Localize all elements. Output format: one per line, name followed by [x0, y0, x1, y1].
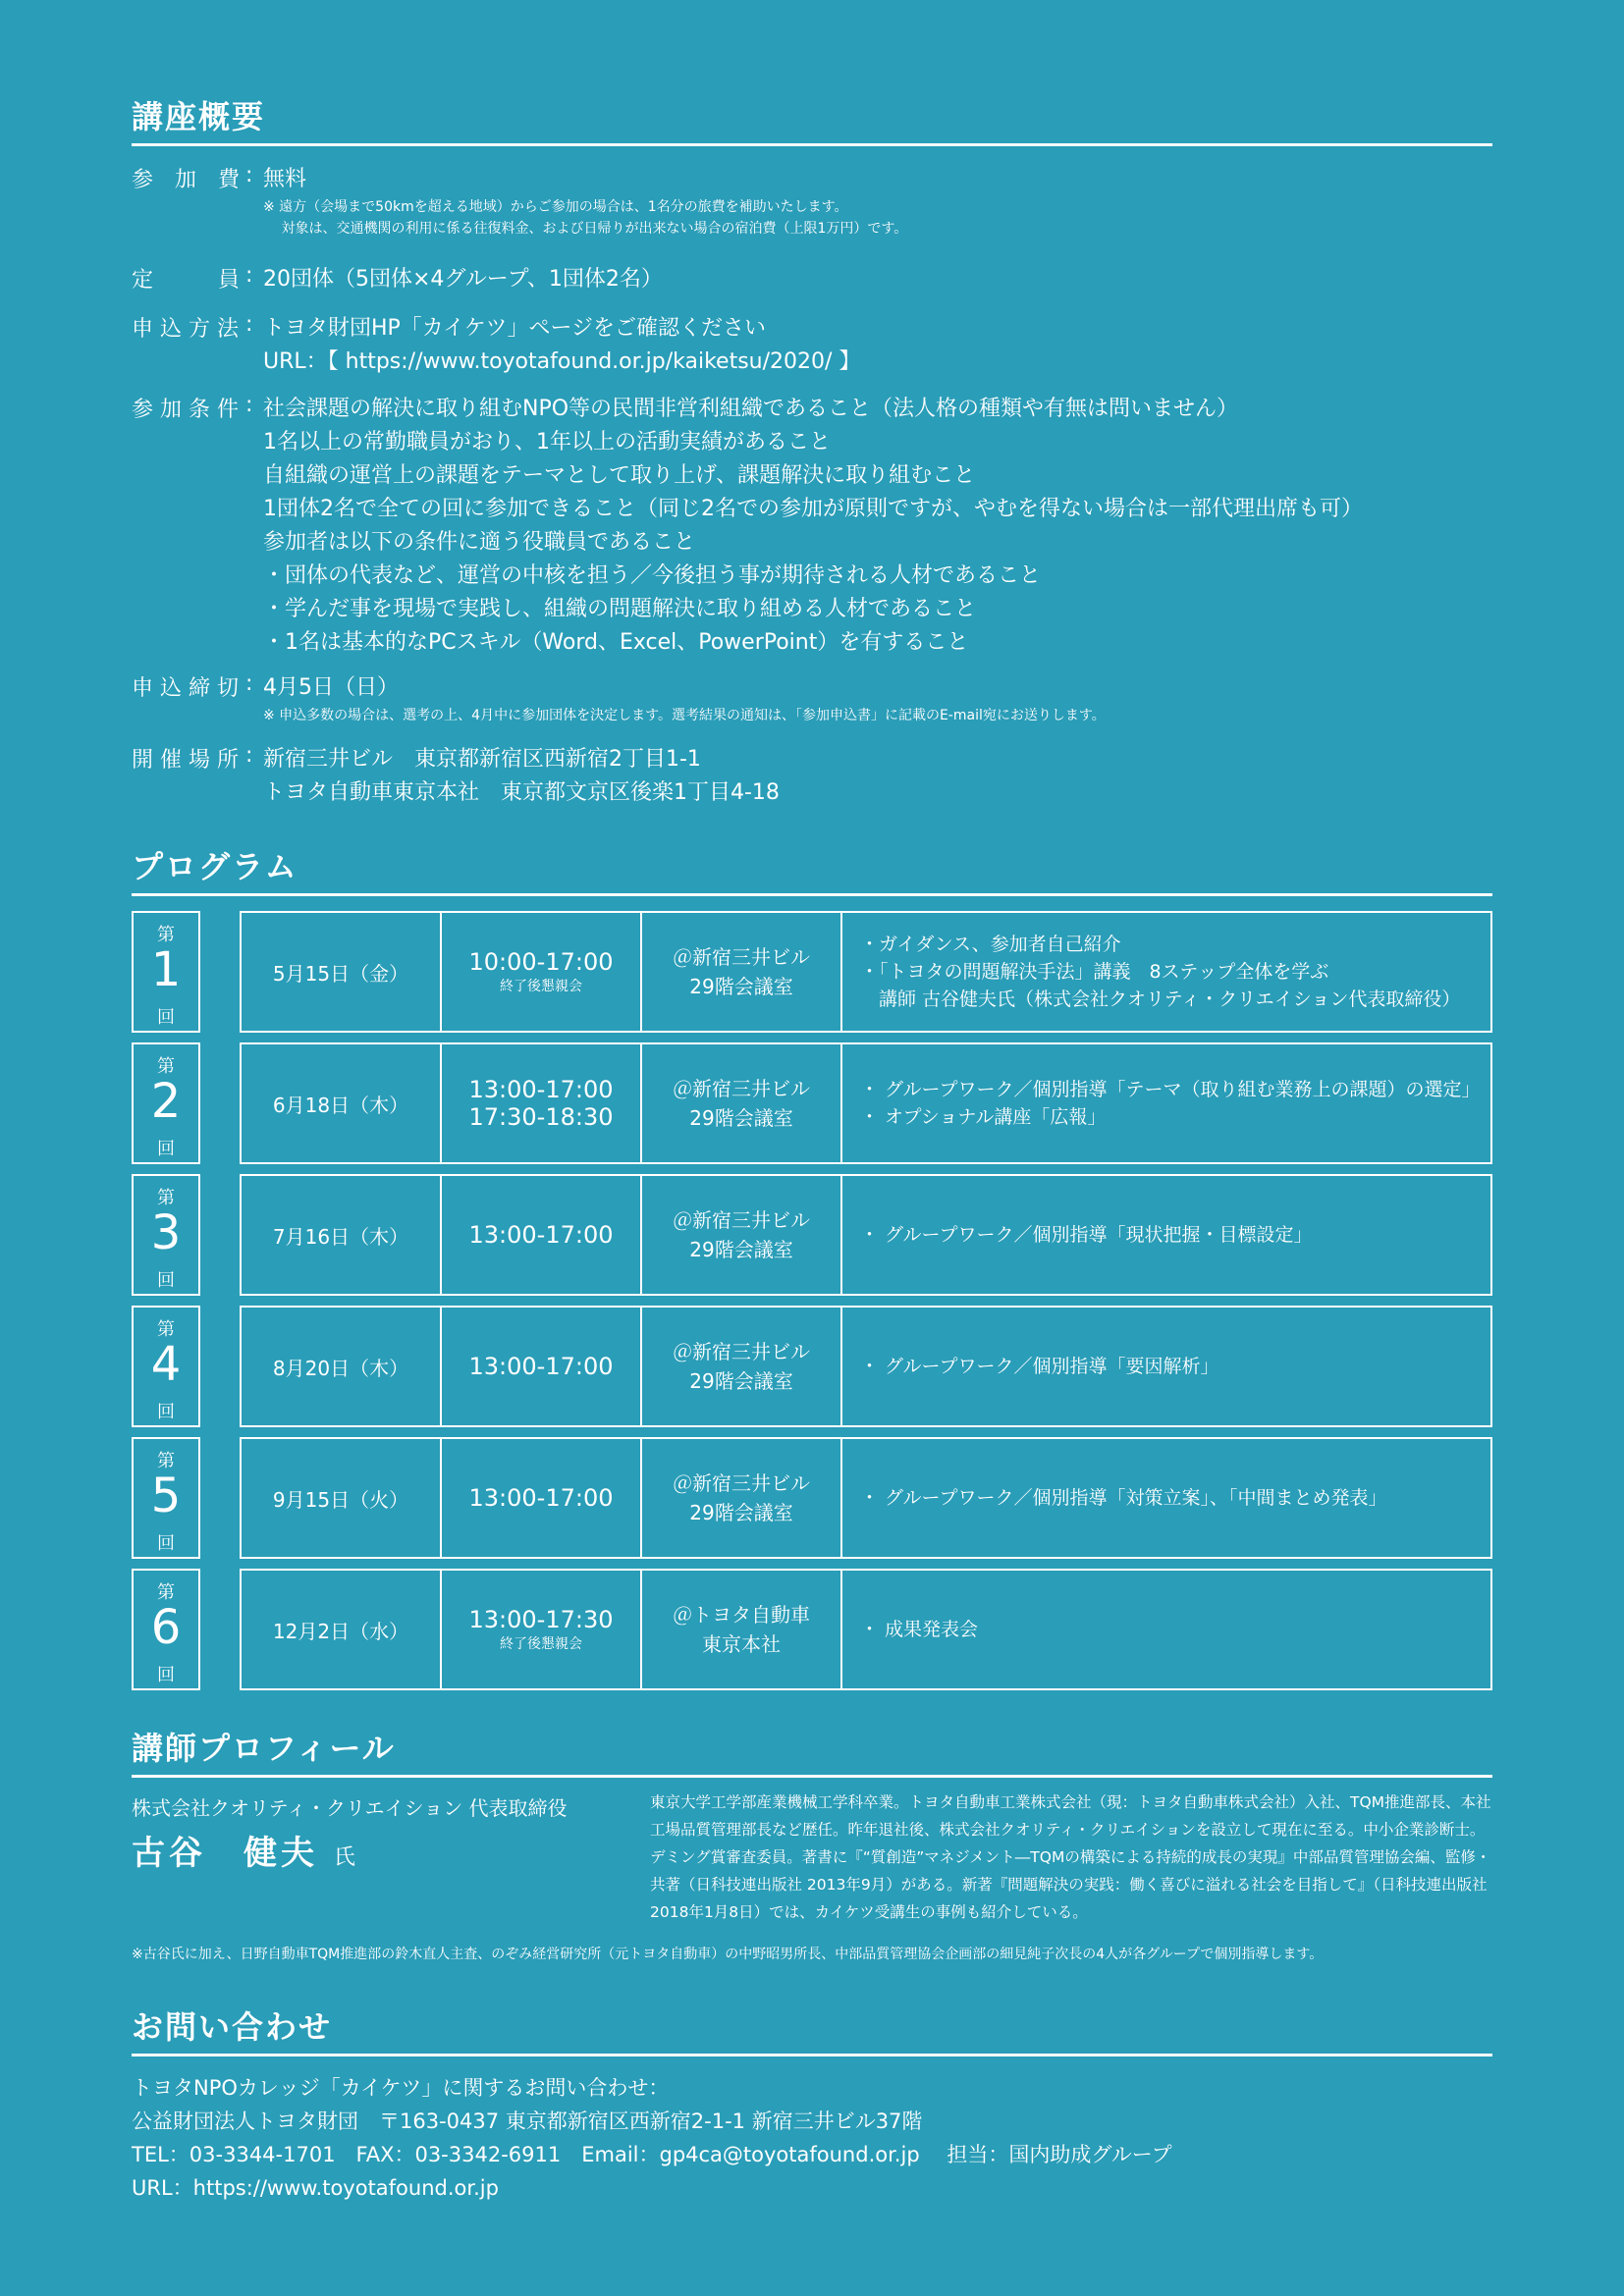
session-desc [842, 913, 1489, 1031]
deadline-note: ※ 申込多数の場合は、選考の上、4月中に参加団体を決定します。選考結果の通知は、「参加申込書」に記載のE-mail宛にお送りします。 [263, 708, 1106, 723]
session-row [132, 1306, 1492, 1427]
contact-title: お問い合わせ [132, 2002, 1492, 2056]
session-number-box [132, 1437, 200, 1559]
session-desc [842, 1308, 1489, 1425]
session-time-range: 13:00-17:30 [468, 1606, 614, 1633]
dai-label: 第 [157, 925, 175, 945]
capacity-label: 定 員 [132, 268, 241, 293]
lecturer-role: 株式会社クオリティ・クリエイション 代表取締役 [132, 1796, 568, 1820]
session-place [642, 1571, 842, 1688]
session-cells [240, 1437, 1492, 1559]
session-time-range: 13:00-17:00 [468, 1221, 614, 1249]
session-time-range: 17:30-18:30 [468, 1103, 614, 1131]
colon: : [245, 671, 253, 696]
condition-line: 自組織の運営上の課題をテーマとして取り上げ、課題解決に取り組むこと [263, 463, 976, 488]
session-number: 6 [150, 1600, 182, 1655]
session-time [442, 1571, 642, 1688]
session-number: 4 [150, 1337, 182, 1392]
session-number-box [132, 1042, 200, 1164]
session-desc-line: ・ガイダンス、参加者自己紹介 [860, 934, 1121, 955]
session-desc [842, 1044, 1489, 1162]
condition-line: 社会課題の解決に取り組むNPO等の民間非営利組織であること（法人格の種類や有無は問いません） [263, 397, 1239, 421]
session-place [642, 1308, 842, 1425]
session-time [442, 1439, 642, 1557]
kai-label: 回 [157, 1533, 175, 1554]
session-date: 6月18日（木） [242, 1044, 442, 1162]
apply-method-line-1: トヨタ財団HP「カイケツ」ページをご確認ください [263, 316, 767, 341]
session-cells [240, 1569, 1492, 1690]
contact-url-link[interactable]: URL：https://www.toyotafound.or.jp [132, 2176, 499, 2200]
lecturer-honorific: 氏 [333, 1845, 359, 1870]
apply-method-label: 申 込 方 法 [132, 317, 239, 342]
session-desc [842, 1571, 1489, 1688]
outline-title: 講座概要 [132, 92, 1492, 146]
dai-label: 第 [157, 1319, 175, 1340]
session-date: 5月15日（金） [242, 913, 442, 1031]
session-desc [842, 1439, 1489, 1557]
session-desc-line: ・ グループワーク／個別指導「要因解析」 [860, 1356, 1219, 1377]
condition-line: ・1名は基本的なPCスキル（Word、Excel、PowerPoint）を有すること [263, 630, 969, 655]
session-desc-line: ・ グループワーク／個別指導「現状把握・目標設定」 [860, 1224, 1313, 1246]
session-place [642, 1439, 842, 1557]
session-row [132, 1042, 1492, 1164]
fee-note-2: 対象は、交通機関の利用に係る往復料金、および日帰りが出来ない場合の宿泊費（上限1万円）です。 [263, 221, 908, 237]
session-place-line: ＠新宿三井ビル [673, 1471, 810, 1495]
session-desc-line: ・ 成果発表会 [860, 1619, 979, 1640]
session-time-range: 13:00-17:00 [468, 1484, 614, 1512]
session-desc-line: ・ グループワーク／個別指導「対策立案」、「中間まとめ発表」 [860, 1487, 1387, 1509]
session-time [442, 1308, 642, 1425]
colon: : [245, 743, 253, 768]
condition-line: 1団体2名で全ての回に参加できること（同じ2名での参加が原則ですが、やむを得ない場合は一部代理出席も可） [263, 497, 1363, 521]
session-desc-line: ・「トヨタの問題解決手法」講義 8ステップ全体を学ぶ [860, 961, 1329, 983]
venue-label: 開 催 場 所 [132, 748, 239, 773]
session-row [132, 911, 1492, 1033]
session-time-range: 13:00-17:00 [468, 1353, 614, 1380]
session-number: 3 [150, 1205, 182, 1260]
session-date: 9月15日（火） [242, 1439, 442, 1557]
condition-line: ・団体の代表など、運営の中核を担う／今後担う事が期待される人材であること [263, 563, 1042, 588]
session-time [442, 1176, 642, 1294]
session-number-box [132, 1569, 200, 1690]
condition-line: 1名以上の常勤職員がおり、1年以上の活動実績があること [263, 430, 831, 454]
session-time [442, 913, 642, 1031]
session-time-range: 10:00-17:00 [468, 948, 614, 976]
lecturer-name: 古谷 健夫 [132, 1834, 318, 1873]
session-desc-line: ・ グループワーク／個別指導「テーマ（取り組む業務上の課題）の選定」 [860, 1079, 1481, 1100]
session-cells [240, 1306, 1492, 1427]
session-cells [240, 1042, 1492, 1164]
fee-value: 無料 [263, 167, 307, 191]
session-place-line: 29階会議室 [689, 975, 793, 998]
dai-label: 第 [157, 1451, 175, 1471]
kai-label: 回 [157, 1139, 175, 1159]
capacity-value: 20団体（5団体×4グループ、1団体2名） [263, 267, 663, 292]
session-place-line: 東京本社 [702, 1632, 781, 1656]
session-time-sub: 終了後懇親会 [500, 1636, 582, 1652]
colon: : [245, 263, 253, 288]
lecturer-bio: 東京大学工学部産業機械工学科卒業。トヨタ自動車工業株式会社（現：トヨタ自動車株式会社）入社、TQM推進部長、本社工場品質管理部長など歴任。昨年退社後、株式会社クオリティ・クリエイションを設立して現在に至る。中小企業診断士。デミング賞審査委員。著書に『“質創造”マネジメント―TQMの構築による持続的成長の実現』中部品質管理協会編、監修・共著（日科技連出版社 2013年9月）がある。新著『問題解決の実践：働く喜びに溢れる社会を目指して』（日科技連出版社 2018年1月8日）では、カイケツ受講生の事例も紹介している。 [650, 1793, 1491, 1921]
kai-label: 回 [157, 1270, 175, 1291]
session-date: 7月16日（木） [242, 1176, 442, 1294]
session-number: 2 [150, 1074, 182, 1129]
session-place-line: ＠新宿三井ビル [673, 1340, 810, 1363]
program-title: プログラム [132, 842, 1492, 896]
session-place-line: ＠新宿三井ビル [673, 1208, 810, 1232]
session-number-box [132, 1174, 200, 1296]
session-place [642, 913, 842, 1031]
session-number: 1 [150, 942, 182, 997]
dai-label: 第 [157, 1188, 175, 1208]
session-desc [842, 1176, 1489, 1294]
colon: : [245, 312, 253, 337]
contact-line: トヨタNPOカレッジ「カイケツ」に関するお問い合わせ： [132, 2076, 670, 2100]
session-date: 12月2日（水） [242, 1571, 442, 1688]
session-cells [240, 1174, 1492, 1296]
dai-label: 第 [157, 1056, 175, 1077]
session-time [442, 1044, 642, 1162]
conditions-label: 参 加 条 件 [132, 398, 239, 422]
session-date: 8月20日（木） [242, 1308, 442, 1425]
venue-line-1: 新宿三井ビル 東京都新宿区西新宿2丁目1-1 [263, 747, 701, 772]
session-place-line: 29階会議室 [689, 1501, 793, 1524]
colon: : [245, 163, 253, 187]
session-cells [240, 911, 1492, 1033]
kai-label: 回 [157, 1402, 175, 1422]
deadline-label: 申 込 締 切 [132, 676, 239, 701]
dai-label: 第 [157, 1582, 175, 1603]
session-row [132, 1174, 1492, 1296]
session-place [642, 1176, 842, 1294]
contact-phone-email[interactable]: TEL：03-3344-1701 FAX：03-3342-6911 Email：gp4ca@toyotafound.or.jp 担当：国内助成グループ [132, 2143, 1172, 2166]
contact-address: 公益財団法人トヨタ財団 〒163-0437 東京都新宿区西新宿2-1-1 新宿三井ビル37階 [132, 2109, 923, 2133]
session-row [132, 1437, 1492, 1559]
deadline-value: 4月5日（日） [263, 675, 399, 700]
session-number-box [132, 1306, 200, 1427]
colon: : [245, 393, 253, 417]
condition-line: ・学んだ事を現場で実践し、組織の問題解決に取り組める人材であること [263, 597, 977, 621]
session-time-range: 13:00-17:00 [468, 1076, 614, 1103]
session-place-line: ＠トヨタ自動車 [673, 1603, 810, 1627]
session-place-line: ＠新宿三井ビル [673, 945, 810, 969]
condition-line: 参加者は以下の条件に適う役職員であること [263, 530, 696, 555]
kai-label: 回 [157, 1007, 175, 1028]
fee-label: 参 加 費 [132, 168, 241, 192]
session-time-sub: 終了後懇親会 [500, 979, 582, 994]
session-place-line: 29階会議室 [689, 1106, 793, 1130]
fee-note-1: ※ 遠方（会場まで50kmを超える地域）からご参加の場合は、1名分の旅費を補助いたします。 [263, 199, 848, 215]
profile-title: 講師プロフィール [132, 1724, 1492, 1778]
kai-label: 回 [157, 1665, 175, 1685]
session-desc-line: ・ オプショナル講座「広報」 [860, 1106, 1107, 1128]
apply-url-link[interactable]: URL：【 https://www.toyotafound.or.jp/kaiketsu/2020/ 】 [263, 349, 861, 374]
session-number: 5 [150, 1468, 182, 1523]
session-place-line: 29階会議室 [689, 1238, 793, 1261]
venue-line-2: トヨタ自動車東京本社 東京都文京区後楽1丁目4-18 [263, 780, 780, 805]
session-place-line: 29階会議室 [689, 1369, 793, 1393]
contact-block [132, 2071, 1172, 2205]
lecturer-name-block [132, 1826, 359, 1874]
profile-footnote: ※古谷氏に加え、日野自動車TQM推進部の鈴木直人主査、のぞみ経営研究所（元トヨタ自動車）の中野昭男所長、中部品質管理協会企画部の細見純子次長の4人が各グループで個別指導します。 [132, 1947, 1324, 1962]
session-place-line: ＠新宿三井ビル [673, 1077, 810, 1100]
session-row [132, 1569, 1492, 1690]
session-place [642, 1044, 842, 1162]
session-desc-line: 講師 古谷健夫氏（株式会社クオリティ・クリエイション代表取締役） [860, 988, 1461, 1010]
session-number-box [132, 911, 200, 1033]
